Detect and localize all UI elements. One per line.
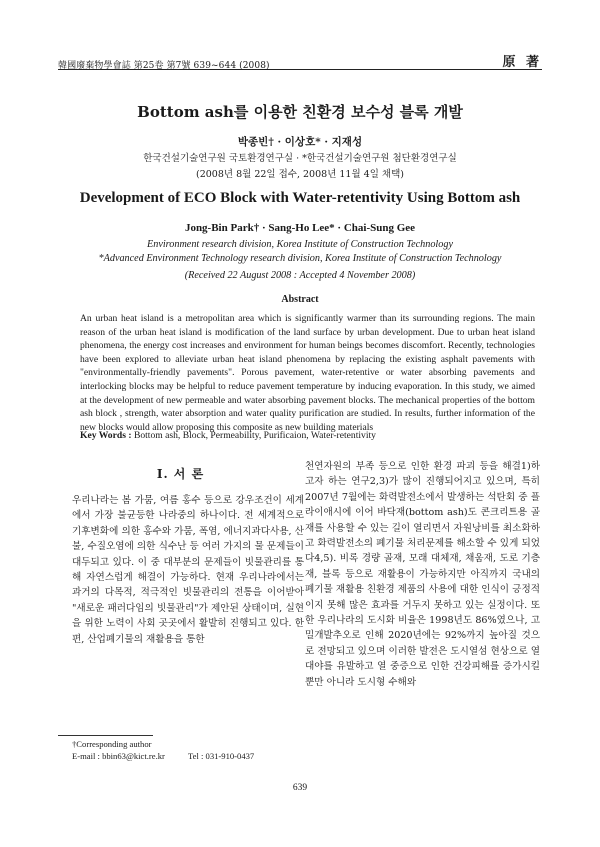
section-heading-introduction: I. 서 론 bbox=[156, 467, 205, 481]
intro-paragraph-right: 천연자원의 부족 등으로 인한 환경 파괴 등을 해결1)하고자 하는 연구2,3)가 많이 진행되어지고 있으며, 특히 2007년 7월에는 화력발전소에서 발생하는 석탄회 중 플라이애시에 이어 바닥재(bottom ash)도 콘크리트용 골재를 사용할 수 있는 길이 열리면서 자원낭비를 최소화하고 화력발전소의 폐기물 처리문제를 해소할 수 있게 되었다4,5). 비록 경량 골재, 모래 대체재, 채움재, 도로 기층재, 블록 등으로 재활용이 가능하지만 아직까지 국내의 폐기물 재활용 친환경 제품의 사용에 대한 인식이 긍정적이지 못해 많은 효과를 거두지 못하고 있는 실정이다. 또한 우리나라의 도시화 비율은 1998년도 86%였으나, 고밀개발추오로 인해 2020년에는 92%까지 높아질 것으로 전망되고 있으며 이러한 발전은 도시열섬 현상으로 열대야를 유발하고 열 중증으로 인한 건강피해를 증가시킬 뿐만 아니라 도시형 수해와 bbox=[305, 461, 540, 688]
article-category: 原 著 bbox=[502, 55, 542, 70]
english-title: Development of ECO Block with Water-retentivity Using Bottom ash bbox=[79, 190, 521, 206]
keywords bbox=[80, 430, 540, 441]
body-column-left bbox=[72, 493, 304, 647]
korean-title: Bottom ash를 이용한 친환경 보수성 블록 개발 bbox=[137, 103, 463, 121]
english-authors: Jong-Bin Park† · Sang-Ho Lee* · Chai-Sung Gee bbox=[184, 222, 416, 234]
keywords-label: Key Words : bbox=[80, 430, 132, 441]
header-rule bbox=[58, 69, 542, 70]
journal-info: 韓國廢棄物學會誌 第25卷 第7號 639~644 (2008) bbox=[58, 61, 270, 71]
intro-paragraph-left: 우리나라는 봄 가뭄, 여름 홍수 등으로 강우조건이 세계에서 가장 불균등한 나라중의 하나이다. 전 세계적으로 기후변화에 의한 홍수와 가뭄, 폭염, 에너지과다사용, 산불, 수질오염에 의한 식수난 등 여러 가지의 물 문제들이 대두되고 있다. 이 중 대부분의 문제들이 빗물관리를 통해 자연스럽게 해결이 가능하다. 현재 우리나라에서는 과거의 다목적, 적극적인 빗물관리의 전통을 이어받아 "새로운 패러다임의 빗물관리"가 제안된 상태이며, 실현을 위한 노력이 사회 곳곳에서 활발히 진행되고 있다. 한편, 산업폐기물의 재활용을 통한 bbox=[72, 495, 304, 645]
keywords-list: Bottom ash, Block, Permeability, Purificaion, Water-retentivity bbox=[133, 430, 376, 441]
footnote-corresponding: †Corresponding author bbox=[72, 739, 152, 749]
footnote-tel: Tel : 031-910-0437 bbox=[188, 751, 255, 761]
abstract-body: An urban heat island is a metropolitan area which is significantly warmer than its surrounding regions. The main reason of the urban heat island is modification of the land surface by urban development. Due to urban heat island phenomena, the energy cost increases and environment for human beings becomes discomfort. Recently, technologies have been explored to alleviate urban heat island phenomena by replacing the existing asphalt pavements with "environmentally-friendly pavements". Porous pavement, water-retentive or water absorbing pavements and interlocking blocks may be helpful to reduce pavement temperature by inducing evaporation. In this study, we aimed at the development of new permeable and water absorbing pavement blocks. The mechanical properties of the bottom ash block , strength, water absorption and water quality purification are studied. In results, further information of the new blocks would allow proposing this composite as new building materials bbox=[80, 313, 535, 433]
abstract-heading: Abstract bbox=[281, 294, 319, 305]
page-number: 639 bbox=[292, 783, 308, 793]
korean-authors: 박종빈† · 이상호* · 지재성 bbox=[237, 136, 363, 148]
footnote-rule bbox=[58, 735, 153, 736]
korean-dates: (2008년 8월 22일 접수, 2008년 11월 4일 채택) bbox=[196, 169, 404, 180]
english-dates: (Received 22 August 2008 : Accepted 4 November 2008) bbox=[184, 270, 416, 281]
body-column-right bbox=[305, 459, 540, 690]
english-affiliation-2: *Advanced Environment Technology research division, Korea Institute of Construction Technology bbox=[98, 253, 502, 264]
korean-affiliation: 한국건설기술연구원 국토환경연구실 · *한국건설기술연구원 첨단환경연구실 bbox=[143, 153, 457, 164]
english-affiliation-1: Environment research division, Korea Institute of Construction Technology bbox=[147, 239, 453, 250]
footnote-email: E-mail : bbin63@kict.re.kr bbox=[72, 751, 165, 761]
